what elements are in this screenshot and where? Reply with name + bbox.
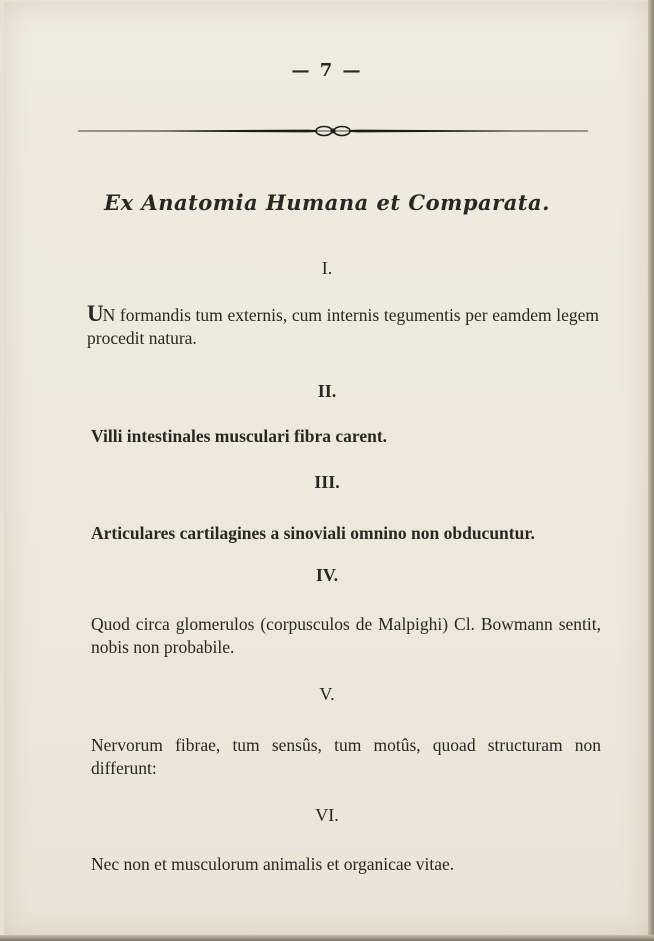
document-page xyxy=(4,2,648,936)
section-numeral-4: IV. xyxy=(315,565,339,585)
section-text-1-body: N formandis tum externis, cum internis tegumentis per eamdem legem procedit natura. xyxy=(87,305,599,348)
page-edge-bottom xyxy=(0,935,654,941)
ornamental-rule xyxy=(78,122,588,140)
section-numeral-6: VI. xyxy=(315,805,339,825)
page-edge-right xyxy=(648,0,654,941)
section-text-1 xyxy=(87,302,599,350)
drop-capital: U xyxy=(87,301,103,326)
section-numeral-3: III. xyxy=(314,472,340,492)
section-text-6: Nec non et musculorum animalis et organicae vitae. xyxy=(91,854,455,874)
page-number: — 7 — xyxy=(291,60,363,81)
section-numeral-5: V. xyxy=(319,684,335,704)
section-numeral-2: II. xyxy=(317,381,337,401)
section-text-2: Villi intestinales musculari fibra carent. xyxy=(91,426,388,446)
section-text-4: Quod circa glomerulos (corpusculos de Malpighi) Cl. Bowmann sentit, nobis non probabile. xyxy=(91,614,601,657)
section-numeral-1: I. xyxy=(321,258,333,278)
section-heading: Ex Anatomia Humana et Comparata. xyxy=(104,190,550,215)
section-text-3: Articulares cartilagines a sinoviali omnino non obducuntur. xyxy=(91,523,535,543)
section-text-5: Nervorum fibrae, tum sensûs, tum motûs, quoad structuram non differunt: xyxy=(91,735,601,778)
